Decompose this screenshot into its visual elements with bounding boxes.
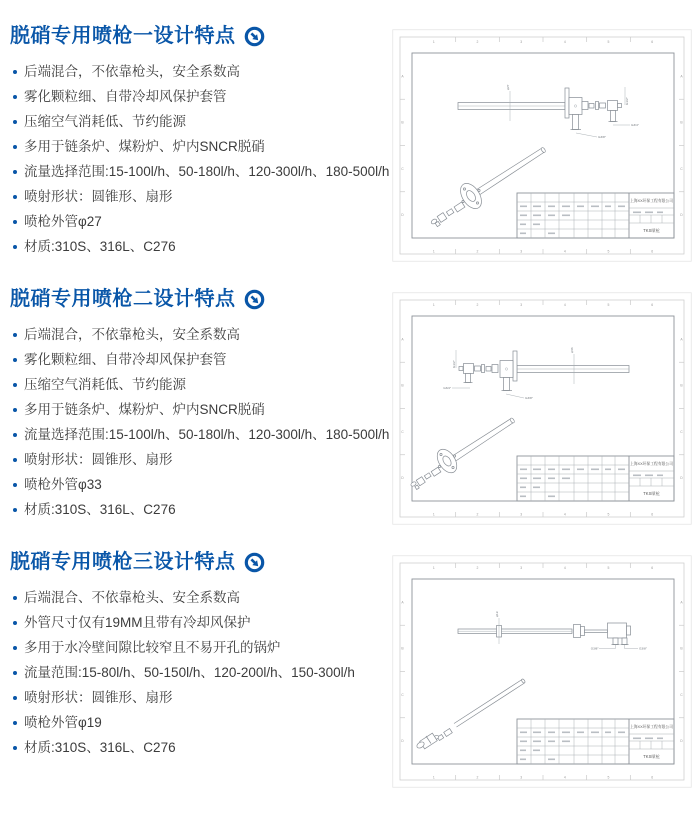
svg-text:1: 1 [432,566,435,571]
svg-text:2: 2 [476,566,479,571]
feature-item: 喷枪外管φ19 [12,713,392,732]
svg-text:3: 3 [520,40,523,45]
dim-label: G3/8″ [590,646,599,651]
svg-text:D: D [680,476,683,481]
svg-text:3: 3 [520,303,523,308]
svg-text:A: A [401,337,404,342]
feature-item: 材质:310S、316L、C276 [12,738,392,757]
dim-label: φ27 [506,84,511,90]
feature-item: 多用于水冷壁间隙比较窄且不易开孔的锅炉 [12,638,392,657]
svg-text:3: 3 [520,566,523,571]
svg-text:2: 2 [476,249,479,254]
svg-text:4: 4 [563,566,566,571]
section-2-text-column [10,288,392,525]
svg-text:5: 5 [607,566,610,571]
svg-text:5: 5 [607,775,610,780]
section-gun-2 [10,288,695,525]
svg-text:D: D [680,739,683,744]
svg-text:1: 1 [432,40,435,45]
svg-text:2: 2 [476,512,479,517]
section-gun-3 [10,551,695,788]
lance-isometric-view [416,678,526,749]
section-2-drawing-panel [392,292,692,525]
dim-label: φ33 [570,347,575,353]
section-3-text-column [10,551,392,763]
feature-item: 压缩空气消耗低、节约能源 [12,112,392,131]
feature-item: 材质:310S、316L、C276 [12,500,392,519]
feature-list-2 [10,325,392,519]
svg-text:2: 2 [476,303,479,308]
feature-item: 后端混合，不依靠枪头，安全系数高 [12,325,392,344]
feature-item: 材质:310S、316L、C276 [12,237,392,256]
section-1-drawing-panel [392,29,692,262]
svg-text:B: B [680,120,683,125]
technical-drawing-1 [392,29,692,262]
svg-text:C: C [680,692,683,697]
technical-drawing-2 [392,292,692,525]
svg-text:5: 5 [607,512,610,517]
svg-text:4: 4 [563,775,566,780]
svg-text:3: 3 [520,512,523,517]
svg-text:6: 6 [651,249,654,254]
svg-text:1: 1 [432,249,435,254]
svg-text:B: B [401,120,404,125]
svg-text:6: 6 [651,40,654,45]
svg-text:3: 3 [520,775,523,780]
feature-item: 喷枪外管φ27 [12,212,392,231]
feature-item: 喷射形状：圆锥形、扇形 [12,450,392,469]
svg-text:C: C [401,692,404,697]
lance-side-view [458,84,640,139]
svg-text:5: 5 [607,40,610,45]
section-gun-1 [10,25,695,262]
svg-text:5: 5 [607,249,610,254]
svg-text:1: 1 [432,512,435,517]
svg-text:4: 4 [563,303,566,308]
svg-text:1: 1 [432,775,435,780]
feature-item: 雾化颗粒细、自带冷却风保护套管 [12,87,392,106]
lance-isometric-view [430,147,546,227]
section-1-text-column [10,25,392,262]
svg-text:5: 5 [607,303,610,308]
dim-label: G3/4″ [443,386,451,391]
drawing-frame [393,556,692,788]
technical-drawing-3 [392,555,692,788]
dim-label: G1/2″ [452,360,457,368]
feature-item: 多用于链条炉、煤粉炉、炉内SNCR脱硝 [12,137,392,156]
svg-text:6: 6 [651,775,654,780]
feature-item: 喷射形状：圆锥形、扇形 [12,688,392,707]
feature-list-1 [10,62,392,256]
lance-side-view [443,347,629,400]
svg-text:C: C [680,429,683,434]
section-1-heading-text: 脱硝专用喷枪一设计特点 [10,25,236,47]
feature-item: 流量范围:15-80l/h、50-150l/h、120-200l/h、150-300l/h [12,663,392,682]
lance-isometric-view [410,417,515,489]
svg-text:B: B [401,383,404,388]
svg-text:4: 4 [563,40,566,45]
svg-text:A: A [401,600,404,605]
drawing-company-name: 上海XX环保工程有限公司 [629,198,674,203]
svg-text:6: 6 [651,566,654,571]
svg-text:C: C [401,429,404,434]
svg-text:C: C [680,166,683,171]
arrow-down-right-circle-icon [244,289,265,310]
feature-item: 流量选择范围:15-100l/h、50-180l/h、120-300l/h、180-500l/h [12,425,392,444]
feature-item: 多用于链条炉、煤粉炉、炉内SNCR脱硝 [12,400,392,419]
svg-text:2: 2 [476,775,479,780]
svg-text:B: B [680,646,683,651]
svg-text:B: B [401,646,404,651]
dim-label: G3/8″ [525,396,533,400]
section-3-drawing-panel [392,555,692,788]
svg-text:4: 4 [563,512,566,517]
svg-text:4: 4 [563,249,566,254]
svg-text:A: A [401,74,404,79]
section-3-heading-text: 脱硝专用喷枪三设计特点 [10,551,236,573]
drawing-title-code: TKS喷枪 [643,228,660,233]
dim-label: G3/4″ [631,123,639,128]
drawing-title-code: TKS喷枪 [643,754,660,759]
svg-text:2: 2 [476,40,479,45]
dim-label: G3/8″ [639,646,647,651]
feature-item: 压缩空气消耗低、节约能源 [12,375,392,394]
svg-text:A: A [680,600,683,605]
svg-text:D: D [401,739,404,744]
section-2-heading-text: 脱硝专用喷枪二设计特点 [10,288,236,310]
section-2-heading [10,288,392,311]
section-1-heading [10,25,392,48]
svg-text:6: 6 [651,512,654,517]
feature-item: 流量选择范围:15-100l/h、50-180l/h、120-300l/h、180-500l/h [12,162,392,181]
dim-label: G3/8″ [598,135,606,139]
dim-label: G1/2″ [625,97,630,105]
feature-item: 后端混合、不依靠枪头、安全系数高 [12,588,392,607]
drawing-company-name: 上海XX环保工程有限公司 [629,461,674,466]
drawing-title-code: TKS喷枪 [643,491,660,496]
arrow-down-right-circle-icon [244,26,265,47]
svg-text:D: D [680,213,683,218]
arrow-down-right-circle-icon [244,552,265,573]
svg-text:A: A [680,74,683,79]
feature-item: 雾化颗粒细、自带冷却风保护套管 [12,350,392,369]
drawing-frame [393,293,692,525]
drawing-company-name: 上海XX环保工程有限公司 [629,724,674,729]
feature-item: 喷枪外管φ33 [12,475,392,494]
svg-text:3: 3 [520,249,523,254]
feature-item: 后端混合，不依靠枪头，安全系数高 [12,62,392,81]
svg-text:6: 6 [651,303,654,308]
svg-text:C: C [401,166,404,171]
svg-text:D: D [401,213,404,218]
svg-text:1: 1 [432,303,435,308]
svg-text:A: A [680,337,683,342]
feature-item: 外管尺寸仅有19MM且带有冷却风保护 [12,613,392,632]
svg-text:D: D [401,476,404,481]
section-3-heading [10,551,392,574]
lance-side-view [458,611,648,650]
feature-item: 喷射形状：圆锥形、扇形 [12,187,392,206]
feature-list-3 [10,588,392,757]
dim-label: φ19 [495,611,500,617]
svg-text:B: B [680,383,683,388]
